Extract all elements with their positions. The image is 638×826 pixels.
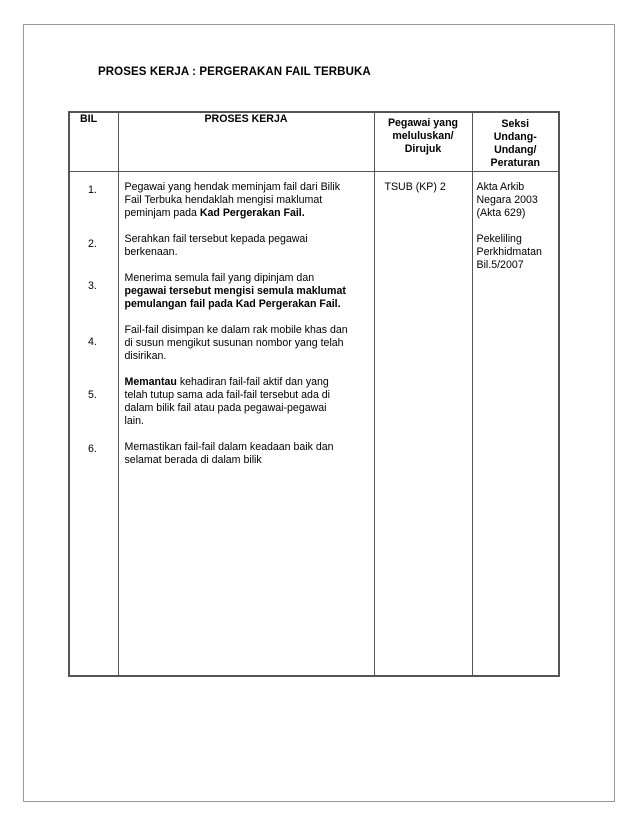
text: lain. xyxy=(124,414,144,427)
process-step xyxy=(125,376,370,428)
header-seksi-line: Seksi xyxy=(501,118,530,130)
header-bil: BIL xyxy=(69,112,118,171)
text: peminjam pada xyxy=(124,206,200,219)
process-table xyxy=(68,111,560,677)
table-header-row xyxy=(69,112,559,171)
bil-column xyxy=(69,171,118,676)
bold-text: Memantau xyxy=(124,375,177,388)
header-proses-kerja: PROSES KERJA xyxy=(118,112,374,171)
text: Pegawai yang hendak meminjam fail dari Bilik xyxy=(124,180,341,193)
step-number: 2. xyxy=(88,237,97,250)
proses-column xyxy=(118,171,374,676)
header-pegawai-line: Pegawai yang xyxy=(387,117,459,129)
process-step-line xyxy=(125,337,370,350)
seksi-line: (Akta 629) xyxy=(476,206,526,219)
text: Fail Terbuka hendaklah mengisi maklumat xyxy=(124,193,323,206)
process-step-line xyxy=(125,415,370,428)
text: kehadiran fail-fail aktif dan yang xyxy=(176,375,329,388)
seksi-ref-akta xyxy=(477,181,557,220)
step-number: 4. xyxy=(88,335,97,348)
seksi-line: Negara 2003 xyxy=(476,193,538,206)
seksi-line: Bil.5/2007 xyxy=(476,258,524,271)
text: di susun mengikut susunan nombor yang telah xyxy=(124,336,344,349)
process-step-line xyxy=(125,246,370,259)
text: telah tutup sama ada fail-fail tersebut ada di xyxy=(124,388,331,401)
text: selamat berada di dalam bilik xyxy=(124,453,262,466)
text: Serahkan fail tersebut kepada pegawai xyxy=(124,232,308,245)
text: disirikan. xyxy=(124,349,167,362)
steps-list xyxy=(119,172,374,467)
process-step-line xyxy=(125,389,370,402)
seksi-line: Pekeliling xyxy=(476,232,522,245)
bold-text: pemulangan fail pada Kad Pergerakan Fail. xyxy=(124,297,341,310)
seksi-ref-pekeliling xyxy=(477,233,557,272)
seksi-values xyxy=(473,172,559,272)
step-number: 5. xyxy=(88,388,97,401)
process-step-line xyxy=(125,324,370,337)
pegawai-column xyxy=(374,171,472,676)
process-step-line xyxy=(125,350,370,363)
process-step-line xyxy=(125,207,370,220)
header-seksi xyxy=(472,112,559,171)
process-step xyxy=(125,233,370,259)
process-step-line xyxy=(125,233,370,246)
process-step xyxy=(125,441,370,467)
table-body-row xyxy=(69,171,559,676)
text: Menerima semula fail yang dipinjam dan xyxy=(124,271,315,284)
step-number: 6. xyxy=(88,442,97,455)
header-pegawai-line: Dirujuk xyxy=(404,143,442,155)
text: Fail-fail disimpan ke dalam rak mobile khas dan xyxy=(124,323,348,336)
bold-text: Kad Pergerakan Fail. xyxy=(199,206,305,219)
text: berkenaan. xyxy=(124,245,178,258)
header-seksi-line: Peraturan xyxy=(490,157,540,169)
process-step-line xyxy=(125,272,370,285)
step-number: 3. xyxy=(88,279,97,292)
pegawai-value: TSUB (KP) 2 xyxy=(384,180,446,193)
process-step xyxy=(125,324,370,363)
bold-text: pegawai tersebut mengisi semula maklumat xyxy=(124,284,346,297)
process-step-line xyxy=(125,441,370,454)
seksi-line: Perkhidmatan xyxy=(476,245,542,258)
header-seksi-line: Undang/ xyxy=(494,144,537,156)
process-step-line xyxy=(125,402,370,415)
process-step-line xyxy=(125,376,370,389)
process-step-line xyxy=(125,181,370,194)
text: Memastikan fail-fail dalam keadaan baik dan xyxy=(124,440,334,453)
process-step-line xyxy=(125,298,370,311)
text: dalam bilik fail atau pada pegawai-pegawai xyxy=(124,401,327,414)
header-pegawai-line: meluluskan/ xyxy=(392,130,454,142)
process-step-line xyxy=(125,194,370,207)
process-step-line xyxy=(125,454,370,467)
header-seksi-line: Undang- xyxy=(493,131,537,143)
document-title: PROSES KERJA : PERGERAKAN FAIL TERBUKA xyxy=(98,66,371,78)
process-step xyxy=(125,272,370,311)
seksi-column xyxy=(472,171,559,676)
header-pegawai xyxy=(374,112,472,171)
process-step xyxy=(125,181,370,220)
step-number: 1. xyxy=(88,183,97,196)
process-step-line xyxy=(125,285,370,298)
seksi-line: Akta Arkib xyxy=(476,180,525,193)
